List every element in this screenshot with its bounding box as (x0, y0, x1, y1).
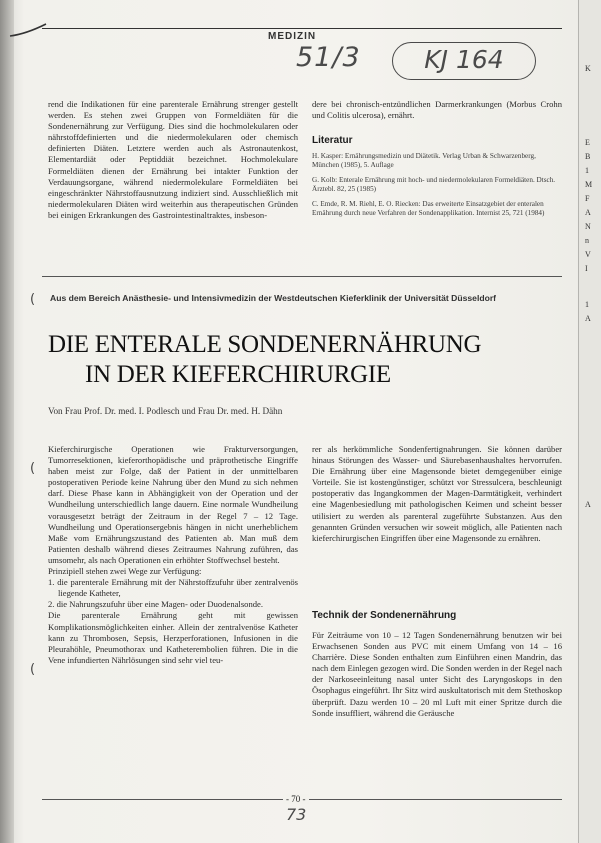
article-column-2 (312, 444, 562, 544)
page-number: - 70 - (283, 794, 309, 804)
article-column-1 (48, 444, 298, 666)
top-left-column (48, 99, 298, 221)
adjacent-page-letter: N (585, 222, 591, 231)
adjacent-page-letter: K (585, 64, 591, 73)
literature-item: C. Emde, R. M. Riehl, E. O. Riecken: Das erweiterte Einsatzgebiet der enteralen Ernährung durch neue Verfahren der Sondenapplikation. Internist 25, 721 (1984) (312, 199, 545, 218)
list-item: 2. die Nahrungszufuhr über eine Magen- oder Duodenalsonde. (48, 599, 264, 610)
handwritten-circled-code: KJ 164 (392, 42, 536, 80)
adjacent-page-letter: V (585, 250, 591, 259)
title-line-1: DIE ENTERALE SONDENERNÄHRUNG (48, 331, 482, 358)
paragraph: rer als herkömmliche Sondenfertignahrungen. Sie können darüber hinaus Störungen des Wasser- und Säurebasenhaushaltes hervorrufen. Die Ernährung über eine Magensonde bietet demgegenüber einige Vorteile. Sie ist kostengünstiger, schützt vor Stressulcera, beschleunigt postoperativ das Ingangkommen der Magen-Darmtätigkeit, verhindert eine Magenbesiedlung mit pathologischen Keimen und scheint besser utilisiert zu werden als parenteral zugeführte Substanzen. Aus den genannten Gründen versuchen wir soweit möglich, alle Patienten nach kieferchirurgischen Eingriffen über eine Magensonde zu ernähren. (312, 444, 562, 543)
adjacent-page-letter: M (585, 180, 593, 189)
adjacent-page-edge (578, 0, 601, 843)
paragraph: Die parenterale Ernährung geht mit gewissen Komplikationsmöglichkeiten einher. Allein der zentralvenöse Katheter kann zu Thrombosen, Sepsis, Herzperforationen, Infusionen in die Pleurahöhle, Pneumothorax und Katheterembolien führen. Die in die Vene infundierten Nährlösungen sind sehr viel teu- (48, 610, 298, 665)
paragraph: rend die Indikationen für eine parenterale Ernährung strenger gestellt werden. Es stehen zwei Gruppen von Formeldiäten für die Sondenernährung zur Verfügung. Dies sind die hochmolekularen oder nährstoffdefinierten und die niedermolekularen oder chemisch definierten Diäten. Letztere werden auch als Astronautenkost, Elementardiät oder Peptiddiät bezeichnet. Hochmolekulare Formeldiäten dienen der Ernährung bei intakter Funktion der Verdauungsorgane, während niedermolekulare Formeldiäten bei eingeschränkter Nährstoffausnutzung indiziert sind. Ausschließlich mit niedermolekularen Diäten wird weiterhin aus therapeutischen Gründen bei einigen Erkrankungen des Gastrointestinaltraktes, insbeson- (48, 99, 298, 220)
adjacent-page-letter: E (585, 138, 590, 147)
paragraph: Für Zeiträume von 10 – 12 Tagen Sondenernährung benutzen wir bei Erwachsenen Sonden aus PVC mit einem Umfang von 14 – 16 Charrière. Diese Sonden enthalten zum Einführen einen Mandrin, das nach dem Einlegen gezogen wird. Die Sonden werden in der Regel nach der Narkoseeinleitung nasal unter Sicht des Laryngoskops in den Ösophagus eingeführt. Ihr Sitz wird auskultatorisch mit dem Stethoskop überprüft. Dazu werden 10 – 20 ml Luft mit einer Spritze durch die Sonde insuffliert, während die Geräusche (312, 630, 562, 718)
adjacent-page-letter: A (585, 208, 591, 217)
literature-list (312, 152, 560, 223)
adjacent-page-letter: A (585, 314, 591, 323)
literature-item: G. Kolb: Enterale Ernährung mit hoch- und niedermolekularen Formeldiäten. Dtsch. Ärztebl. 82, 25 (1985) (312, 175, 556, 194)
adjacent-page-letter: 1 (585, 300, 589, 309)
authors: Von Frau Prof. Dr. med. I. Podlesch und Frau Dr. med. H. Dähn (48, 406, 283, 416)
subheading: Technik der Sondenernährung (312, 610, 457, 621)
adjacent-page-letter: n (585, 236, 589, 245)
handwritten-page-number: 73 (286, 805, 307, 824)
affiliation: Aus dem Bereich Anästhesie- und Intensivmedizin der Westdeutschen Kieferklinik der Universität Düsseldorf (50, 293, 497, 303)
divider (42, 276, 562, 277)
handwritten-annotation: 51/3 (296, 42, 361, 73)
margin-mark: ( (30, 461, 36, 476)
margin-mark: ( (30, 292, 36, 307)
list-item: 1. die parenterale Ernährung mit der Nährstoffzufuhr über zentralvenös liegende Katheter, (48, 577, 298, 599)
article-title (48, 330, 568, 390)
literature-item: H. Kasper: Ernährungsmedizin und Diätetik. Verlag Urban & Schwarzenberg, München (1985), 5. Auflage (312, 152, 536, 170)
literature-heading: Literatur (312, 135, 353, 146)
adjacent-page-letter: I (585, 264, 588, 273)
title-line-2: IN DER KIEFERCHIRURGIE (85, 361, 391, 388)
paragraph: dere bei chronisch-entzündlichen Darmerkrankungen (Morbus Crohn und Colitis ulcerosa), ernährt. (312, 99, 562, 121)
adjacent-page-letter: F (585, 194, 590, 203)
adjacent-page-letter: A (585, 500, 591, 509)
paragraph: Kieferchirurgische Operationen wie Frakturversorgungen, Tumorresektionen, kieferorthopädische und präprothetische Eingriffe haben meist zur Folge, daß der Patient in der unmittelbaren postoperativen Periode keine Nahrung über den Mund zu sich nehmen darf. Diese Phase kann in Abhängigkeit von der Operation und der Wundheilung unterschiedlich lange dauern. Eine normale Wundheilung vorausgesetzt beträgt der Zeitraum in der Regel 7 – 12 Tage. Wundheilung und Operationsergebnis hängen in nicht unerheblichem Maße vom Ernährungszustand des Patienten ab. Man muß dem Patienten deshalb während dieses Zeitraumes Nahrung zuführen, das umsomehr, als nach Operationen ein erhöhter Stoffwechsel besteht. (48, 444, 298, 565)
article-column-2-continued (312, 630, 562, 719)
margin-mark: ( (30, 662, 36, 677)
paragraph: Prinzipiell stehen zwei Wege zur Verfügung: (48, 566, 202, 577)
adjacent-page-letter: B (585, 152, 591, 161)
binding-shadow (0, 0, 14, 843)
section-label: MEDIZIN (268, 31, 317, 42)
adjacent-page-letter: 1 (585, 166, 589, 175)
top-right-column (312, 99, 562, 121)
